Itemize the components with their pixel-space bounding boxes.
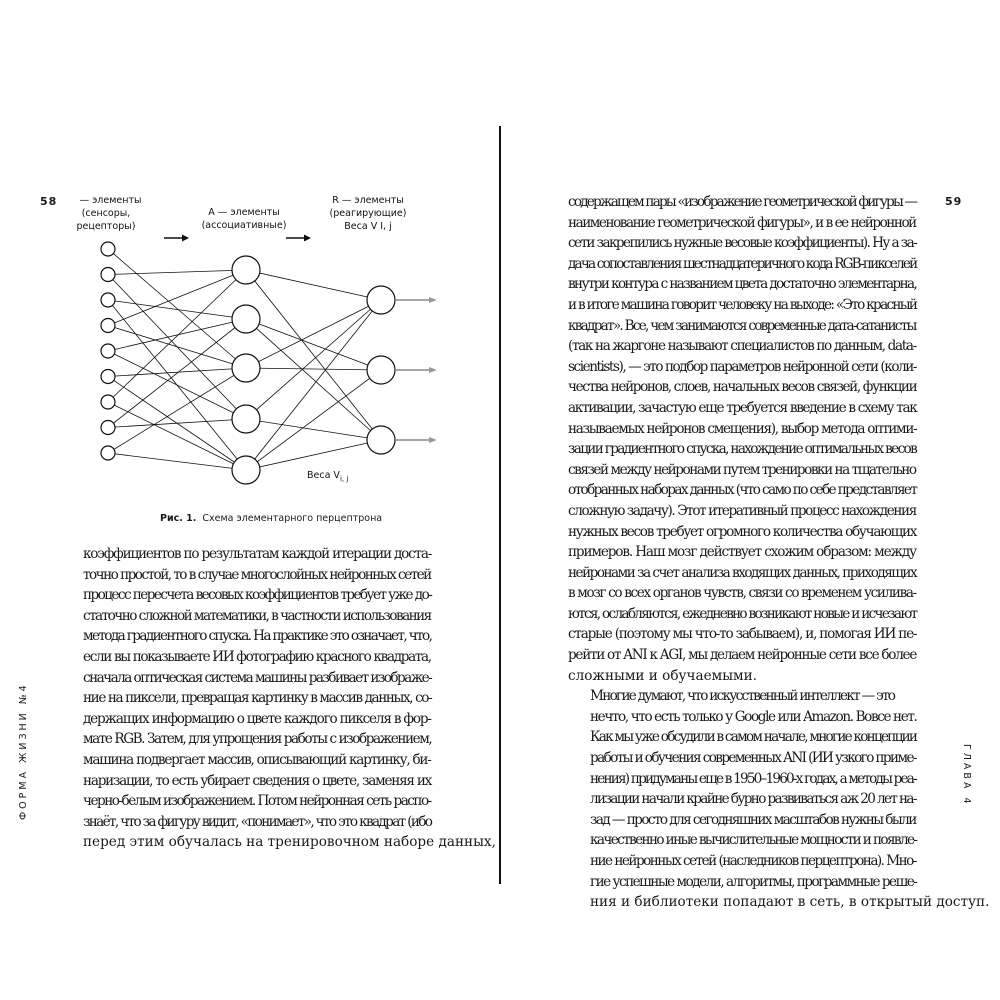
text-line: нужных весов требует огромного количества обучающих bbox=[568, 523, 917, 540]
text-line: зад — просто для сегодняшних масштабов нужны были bbox=[590, 811, 916, 828]
text-line: лизации начали крайне бурно развиваться аж 20 лет на- bbox=[590, 791, 916, 808]
s-element-node bbox=[101, 344, 115, 358]
text-line: сети закрепились нужные весовые коэффициенты). Ну а за- bbox=[568, 235, 917, 252]
text-line: чества нейронов, слоев, начальных весов связей, функции bbox=[568, 379, 917, 396]
r-element-node bbox=[367, 286, 395, 314]
text-line: ются, ослабляются, ежедневно возникают новые и исчезают bbox=[568, 605, 917, 622]
text-line: точно простой, то в случае многослойных нейронных сетей bbox=[83, 566, 431, 583]
connection-s-a bbox=[108, 300, 246, 319]
a-element-node bbox=[232, 305, 260, 333]
text-line: ние на пиксели, превращая картинку в массив данных, со- bbox=[83, 690, 432, 707]
right-paragraph-1 bbox=[568, 192, 916, 686]
s-element-node bbox=[101, 446, 115, 460]
left-running-head: ФОРМА ЖИЗНИ №4 bbox=[18, 682, 29, 820]
a-element-node bbox=[232, 354, 260, 382]
s-element-node bbox=[101, 421, 115, 435]
text-line: связей между нейронами путем тренировки на тщательно bbox=[568, 461, 916, 478]
text-line: нечто, что есть только у Google или Amazon. Вовсе нет. bbox=[590, 708, 917, 725]
a-label-line2: (ассоциативные) bbox=[201, 220, 287, 231]
text-line: знаёт, что за фигуру видит, «понимает», что это квадрат (ибо bbox=[83, 813, 432, 830]
a-element-node bbox=[232, 256, 260, 284]
s-element-node bbox=[101, 370, 115, 384]
text-line: наименование геометрической фигуры», и в ее нейронной bbox=[568, 214, 916, 231]
arrow-a-to-r bbox=[286, 235, 311, 242]
text-line: Как мы уже обсудили в самом начале, многие концепции bbox=[590, 729, 917, 746]
r-label-line3: Веса V I, j bbox=[344, 221, 392, 232]
r-element-node bbox=[367, 426, 395, 454]
text-line: и в итоге машина говорит человеку на выходе: «Это красный bbox=[568, 296, 917, 313]
figure-caption-text: Схема элементарного перцептрона bbox=[202, 513, 383, 524]
connection-a-r bbox=[246, 319, 381, 370]
text-line: держащих информацию о цвете каждого пикселя в фор- bbox=[83, 710, 431, 727]
output-arrowhead bbox=[429, 367, 436, 373]
connection-a-r bbox=[246, 368, 381, 370]
output-arrowhead bbox=[429, 437, 436, 443]
text-line: внутри контура с названием цвета достаточно элементарна, bbox=[568, 276, 917, 293]
text-line: в мозг со всех органов чувств, связи со временем усилива- bbox=[568, 585, 916, 602]
connection-a-r bbox=[246, 300, 381, 419]
s-label-line1: S — элементы bbox=[76, 195, 142, 206]
right-page-number: 59 bbox=[945, 195, 963, 208]
text-line: Многие думают, что искусственный интеллект — это bbox=[590, 688, 895, 705]
r-element-node bbox=[367, 356, 395, 384]
r-label-line1: R — элементы bbox=[332, 195, 404, 206]
connection-s-a bbox=[108, 351, 246, 419]
page-gutter bbox=[499, 126, 501, 884]
text-line: гие успешные модели, алгоритмы, программные реше- bbox=[590, 873, 917, 890]
text-line: сложными и обучаемыми. bbox=[568, 667, 758, 684]
text-line: старые (поэтому мы что-то забываем), и, помогая ИИ пе- bbox=[568, 626, 917, 643]
text-line: метода градиентного спуска. На практике это означает, что, bbox=[83, 628, 432, 645]
text-line: отобранных наборах данных (что само по себе представляет bbox=[568, 482, 917, 499]
text-line: черно-белым изображением. Потом нейронная сеть распо- bbox=[83, 793, 431, 810]
text-line: нения) придуманы еще в 1950–1960-х годах, а методы реа- bbox=[590, 770, 916, 787]
figure-caption bbox=[160, 513, 382, 524]
text-line: нейронами за счет анализа входящих данных, приходящих bbox=[568, 564, 917, 581]
connection-s-a bbox=[108, 270, 246, 326]
text-line: перед этим обучалась на тренировочном наборе данных, bbox=[83, 834, 496, 851]
text-line: машина подвергает массив, описывающий картинку, би- bbox=[83, 751, 431, 768]
weights-label: Веса $V_{i, j}$ bbox=[307, 470, 349, 483]
text-line: зации градиентного спуска, нахождение оптимальных весов bbox=[568, 441, 917, 458]
text-line: мате RGB. Затем, для упрощения работы с изображением, bbox=[83, 731, 432, 748]
figure-caption-number: Рис. 1. bbox=[160, 513, 197, 524]
text-line: называемых нейронов смещения), выбор метода оптими- bbox=[568, 420, 917, 437]
s-element-node bbox=[101, 293, 115, 307]
text-line: статочно сложной математики, в частности использования bbox=[83, 607, 431, 624]
text-line: ния и библиотеки попадают в сеть, в открытый доступ. bbox=[590, 894, 990, 911]
text-line: сложную задачу). Этот итеративный процесс нахождения bbox=[568, 502, 916, 519]
connection-s-a bbox=[108, 270, 246, 275]
text-line: содержащем пары «изображение геометрической фигуры — bbox=[568, 194, 917, 210]
text-line: дача сопоставления шестнадцатеричного кода RGB-пикселей bbox=[568, 255, 917, 272]
s-element-node bbox=[101, 268, 115, 282]
s-element-node bbox=[101, 242, 115, 256]
text-line: рейти от ANI к AGI, мы делаем нейронные сети все более bbox=[568, 647, 917, 664]
text-line: работы и обучения современных ANI (ИИ узкого приме- bbox=[590, 750, 916, 767]
text-line: если вы показываете ИИ фотографию красного квадрата, bbox=[83, 648, 431, 665]
s-label-line2: (сенсоры, bbox=[81, 208, 131, 219]
s-element-node bbox=[101, 395, 115, 409]
text-line: качественно иные вычислительные мощности и появле- bbox=[590, 832, 917, 849]
connection-s-a bbox=[108, 368, 246, 453]
s-label-line3: рецепторы) bbox=[76, 221, 136, 232]
connection-s-a bbox=[108, 402, 246, 470]
s-element-node bbox=[101, 319, 115, 333]
r-label-line2: (реагирующие) bbox=[329, 208, 407, 219]
text-line: сначала оптическая система машины разбивает изображе- bbox=[83, 669, 432, 686]
text-line: scientists), — это подбор параметров нейронной сети (коли- bbox=[568, 358, 917, 375]
text-line: ние нейронных сетей (наследников перцептрона). Мно- bbox=[590, 853, 916, 869]
text-line: (так на жаргоне называют специалистов по данным, data- bbox=[568, 338, 916, 355]
arrow-s-to-a bbox=[164, 235, 189, 242]
a-label-line1: А — элементы bbox=[208, 207, 280, 218]
perceptron-diagram bbox=[76, 192, 436, 512]
network-nodes bbox=[101, 242, 395, 484]
text-line: процесс пересчета весовых коэффициентов требует уже до- bbox=[83, 587, 432, 604]
connection-s-a bbox=[108, 368, 246, 377]
left-page-body bbox=[83, 544, 496, 853]
a-element-node bbox=[232, 456, 260, 484]
connection-s-a bbox=[108, 270, 246, 402]
connection-s-a bbox=[108, 419, 246, 428]
output-arrowhead bbox=[429, 297, 436, 303]
left-page-number: 58 bbox=[40, 195, 58, 208]
text-line: активации, зачастую еще требуется введение в схему так bbox=[568, 399, 917, 416]
text-line: наризации, то есть убирает сведения о цвете, заменяя их bbox=[83, 772, 432, 789]
text-line: коэффициентов по результатам каждой итерации доста- bbox=[83, 546, 432, 562]
text-line: квадрат». Все, чем занимаются современные дата-сатанисты bbox=[568, 317, 916, 334]
left-paragraph bbox=[83, 544, 496, 853]
right-running-head: ГЛАВА 4 bbox=[961, 744, 972, 807]
connection-a-r bbox=[246, 300, 381, 368]
perceptron-figure bbox=[76, 192, 436, 532]
connection-s-a bbox=[108, 249, 246, 368]
text-line: примеров. Наш мозг действует схожим образом: между bbox=[568, 544, 916, 561]
a-element-node bbox=[232, 405, 260, 433]
